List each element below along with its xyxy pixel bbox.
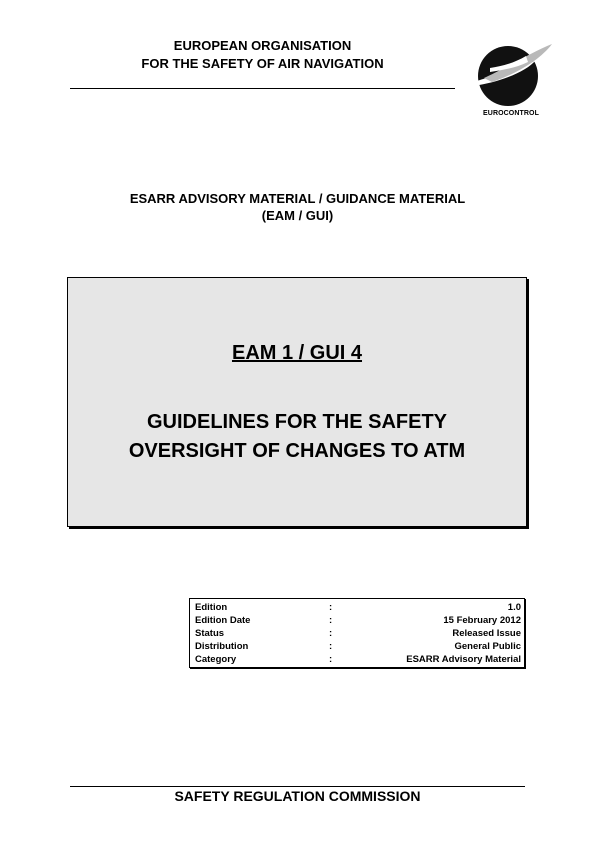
info-separator: : xyxy=(329,654,333,665)
eurocontrol-logo xyxy=(470,38,552,120)
document-title-line-1: GUIDELINES FOR THE SAFETY xyxy=(146,411,448,433)
info-row-status xyxy=(190,627,524,640)
eurocontrol-logo-icon xyxy=(470,38,552,110)
organisation-line-1: EUROPEAN ORGANISATION xyxy=(173,38,352,53)
info-label: Distribution xyxy=(195,641,249,652)
info-row-edition-date xyxy=(190,614,524,627)
document-title xyxy=(68,408,526,466)
footer-commission: SAFETY REGULATION COMMISSION xyxy=(174,788,421,804)
header-rule xyxy=(70,88,455,89)
logo-text: EUROCONTROL xyxy=(483,110,539,117)
info-row-category xyxy=(190,653,524,666)
info-label: Category xyxy=(195,654,237,665)
material-type xyxy=(40,190,555,224)
info-value: 15 February 2012 xyxy=(443,615,521,626)
title-box xyxy=(67,277,527,527)
info-value: ESARR Advisory Material xyxy=(406,654,521,665)
info-separator: : xyxy=(329,641,333,652)
info-value: Released Issue xyxy=(452,628,521,639)
document-id: EAM 1 / GUI 4 xyxy=(231,342,363,364)
info-row-distribution xyxy=(190,640,524,653)
organisation-line-2: FOR THE SAFETY OF AIR NAVIGATION xyxy=(141,56,384,71)
info-separator: : xyxy=(329,628,333,639)
document-title-line-2: OVERSIGHT OF CHANGES TO ATM xyxy=(128,440,466,462)
info-separator: : xyxy=(329,615,333,626)
info-value: General Public xyxy=(454,641,521,652)
info-label: Edition xyxy=(195,602,228,613)
material-type-line-2: (EAM / GUI) xyxy=(261,208,334,223)
info-value: 1.0 xyxy=(507,602,521,613)
organisation-name xyxy=(70,37,455,73)
info-label: Edition Date xyxy=(195,615,251,626)
document-info-table xyxy=(189,598,525,668)
footer-rule xyxy=(70,786,525,787)
info-label: Status xyxy=(195,628,225,639)
info-row-edition xyxy=(190,601,524,614)
info-separator: : xyxy=(329,602,333,613)
material-type-line-1: ESARR ADVISORY MATERIAL / GUIDANCE MATERIAL xyxy=(129,191,466,206)
